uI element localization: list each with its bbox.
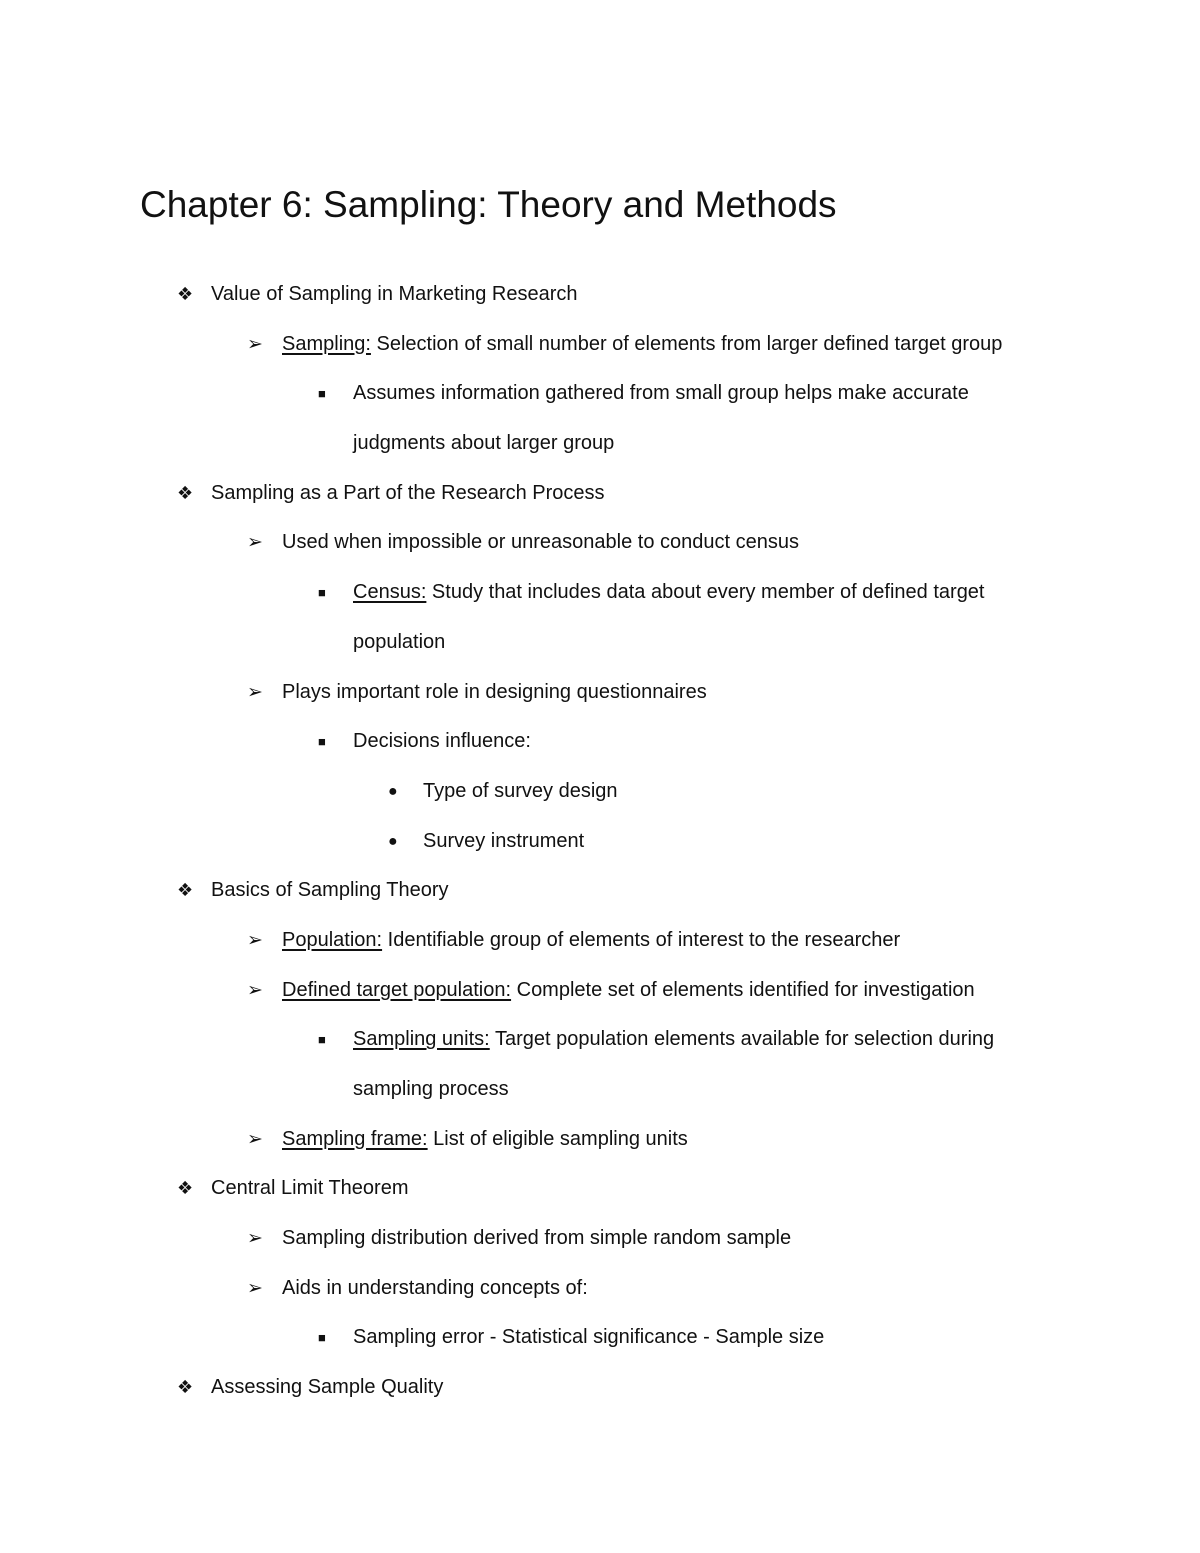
item-text: Decisions influence:	[353, 730, 531, 753]
list-item-level-2	[0, 668, 1200, 718]
arrowhead-bullet-icon: ➢	[247, 681, 263, 703]
list-item-text	[353, 369, 969, 419]
item-text: Plays important role in designing questionnaires	[282, 680, 707, 703]
list-item-level-1	[0, 270, 1200, 320]
list-item-level-4	[0, 767, 1200, 817]
list-item-text	[353, 1065, 509, 1115]
item-text: Identifiable group of elements of interest to the researcher	[382, 928, 901, 951]
diamond-bullet-icon: ❖	[177, 1178, 194, 1199]
arrowhead-bullet-icon: ➢	[247, 333, 263, 355]
item-text: Aids in understanding concepts of:	[282, 1276, 588, 1299]
list-item-level-2	[0, 916, 1200, 966]
list-item-text	[423, 767, 618, 817]
list-item-text	[282, 966, 975, 1016]
arrowhead-bullet-icon: ➢	[247, 1128, 263, 1150]
list-item-level-1	[0, 469, 1200, 519]
list-item-level-1	[0, 866, 1200, 916]
list-item-text	[353, 618, 445, 668]
list-item-level-4	[0, 817, 1200, 867]
list-item-level-3	[0, 568, 1200, 618]
term-label: Sampling:	[282, 332, 371, 355]
list-item-text	[211, 270, 577, 320]
square-bullet-icon: ■	[318, 734, 326, 750]
list-item-level-2	[0, 1214, 1200, 1264]
square-bullet-icon: ■	[318, 585, 326, 601]
term-label: Sampling units:	[353, 1028, 490, 1051]
list-item-level-2	[0, 1264, 1200, 1314]
list-item-text	[282, 1264, 588, 1314]
diamond-bullet-icon: ❖	[177, 880, 194, 901]
list-item-level-3	[0, 1313, 1200, 1363]
term-label: Defined target population:	[282, 978, 512, 1001]
square-bullet-icon: ■	[318, 386, 326, 402]
page-title: Chapter 6: Sampling: Theory and Methods	[140, 184, 837, 225]
item-text: Value of Sampling in Marketing Research	[211, 283, 578, 305]
diamond-bullet-icon: ❖	[177, 284, 194, 304]
list-item-level-3	[0, 717, 1200, 767]
square-bullet-icon: ■	[318, 1032, 326, 1048]
arrowhead-bullet-icon: ➢	[247, 1228, 263, 1250]
list-item-text	[282, 668, 707, 718]
list-item-text	[211, 866, 449, 916]
item-text: judgments about larger group	[353, 432, 615, 455]
list-item-continuation	[0, 618, 1200, 668]
list-item-text	[353, 1015, 994, 1065]
list-item-continuation	[0, 419, 1200, 469]
item-text: Central Limit Theorem	[211, 1177, 409, 1200]
list-item-text	[353, 717, 531, 767]
dot-bullet-icon: ●	[388, 832, 398, 850]
list-item-text	[211, 1363, 443, 1413]
item-text: List of eligible sampling units	[427, 1127, 688, 1150]
diamond-bullet-icon: ❖	[177, 1377, 194, 1398]
item-text: Assessing Sample Quality	[211, 1376, 444, 1399]
list-item-level-3	[0, 1015, 1200, 1065]
list-item-text	[353, 1313, 824, 1363]
list-item-text	[282, 320, 1002, 370]
list-item-level-2	[0, 320, 1200, 370]
list-item-level-2	[0, 966, 1200, 1016]
list-item-level-2	[0, 518, 1200, 568]
item-text: Used when impossible or unreasonable to conduct census	[282, 531, 799, 554]
item-text: Sampling distribution derived from simple random sample	[282, 1227, 792, 1250]
arrowhead-bullet-icon: ➢	[247, 979, 263, 1001]
outline-list	[0, 270, 1200, 1413]
list-item-level-2	[0, 1115, 1200, 1165]
list-item-text	[282, 518, 799, 568]
list-item-level-3	[0, 369, 1200, 419]
list-item-level-1	[0, 1164, 1200, 1214]
list-item-text	[282, 1214, 791, 1264]
square-bullet-icon: ■	[318, 1330, 326, 1346]
list-item-continuation	[0, 1065, 1200, 1115]
term-label: Population:	[282, 928, 383, 951]
item-text: Target population elements available for selection during	[489, 1028, 995, 1051]
list-item-text	[282, 1115, 688, 1165]
item-text: Sampling as a Part of the Research Process	[211, 481, 605, 504]
item-text: population	[353, 630, 446, 653]
term-label: Census:	[353, 581, 427, 604]
item-text: Sampling error - Statistical significance - Sample size	[353, 1326, 825, 1349]
list-item-text	[353, 568, 985, 618]
item-text: Survey instrument	[423, 829, 585, 852]
arrowhead-bullet-icon: ➢	[247, 532, 263, 554]
item-text: Complete set of elements identified for investigation	[511, 978, 975, 1001]
item-text: Assumes information gathered from small group helps make accurate	[353, 382, 969, 405]
list-item-text	[423, 817, 584, 867]
item-text: Basics of Sampling Theory	[211, 879, 449, 902]
dot-bullet-icon: ●	[388, 782, 398, 800]
item-text: Type of survey design	[423, 779, 618, 802]
diamond-bullet-icon: ❖	[177, 482, 194, 503]
list-item-level-1	[0, 1363, 1200, 1413]
item-text: Selection of small number of elements from larger defined target group	[370, 332, 1003, 355]
item-text: Study that includes data about every member of defined target	[426, 581, 985, 604]
list-item-text	[211, 469, 605, 519]
item-text: sampling process	[353, 1078, 509, 1100]
list-item-text	[282, 916, 900, 966]
term-label: Sampling frame:	[282, 1127, 428, 1150]
list-item-text	[353, 419, 614, 469]
arrowhead-bullet-icon: ➢	[247, 1277, 263, 1299]
list-item-text	[211, 1164, 408, 1214]
arrowhead-bullet-icon: ➢	[247, 929, 263, 951]
